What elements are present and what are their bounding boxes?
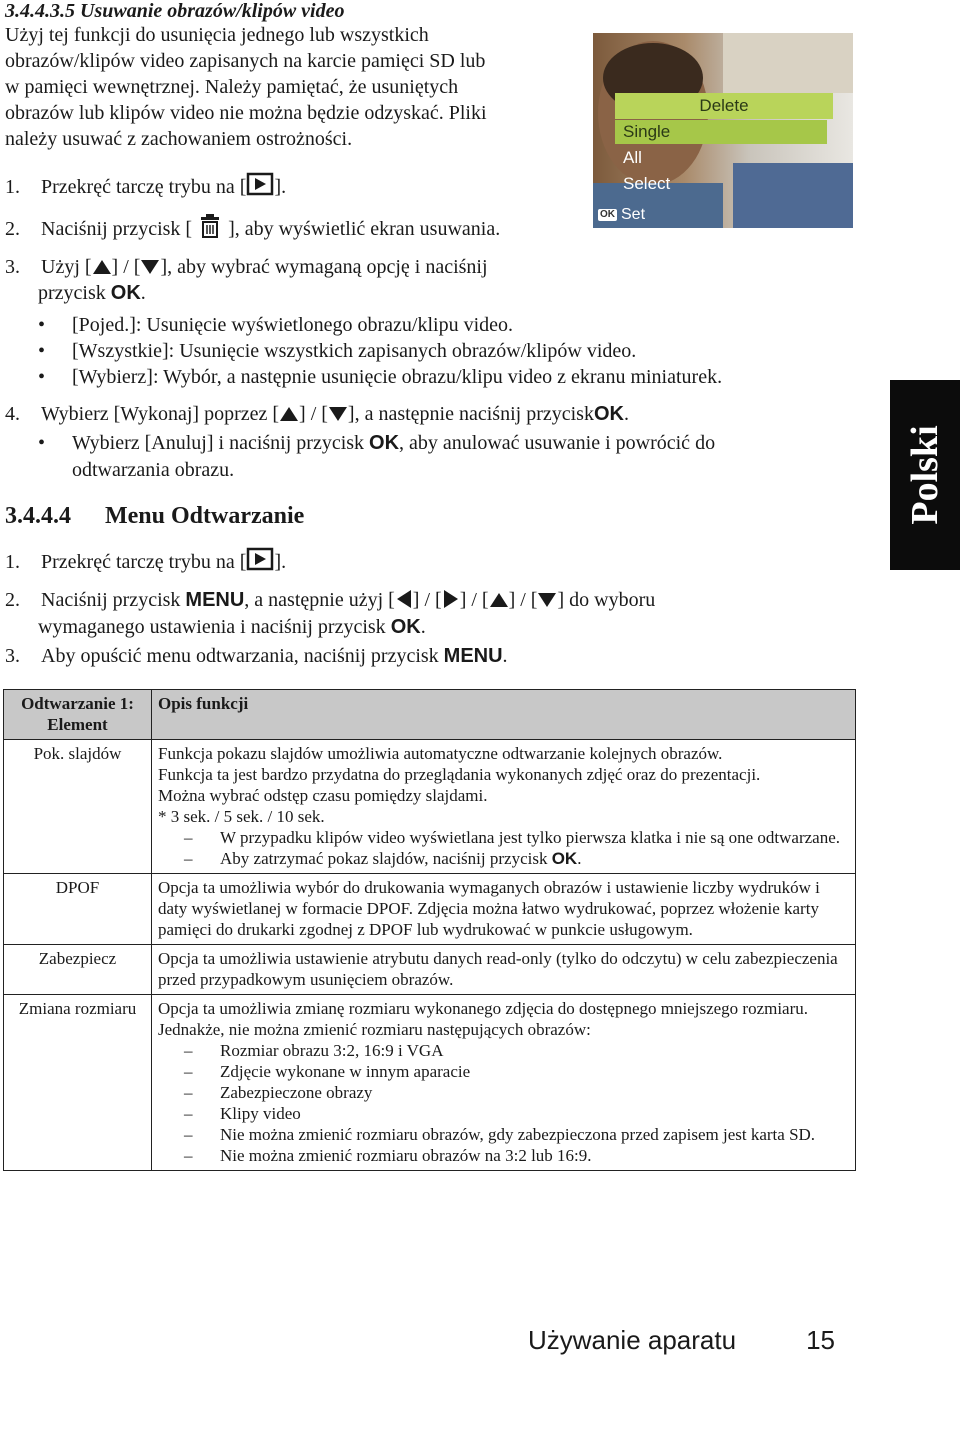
dash-text: Zabezpieczone obrazy [220,1083,373,1102]
page-number: 15 [806,1325,835,1355]
ok-key-label: OK [593,403,624,425]
heading-number: 3.4.4.4 [5,503,71,529]
row-element: Zmiana rozmiaru [4,995,152,1171]
step-text: Przekręć tarczę trybu na [ [41,551,247,573]
step-1 [5,547,286,575]
heading-text: Menu Odtwarzanie [105,503,305,529]
row-element: Zabezpiecz [4,945,152,995]
step-text: przycisk [38,282,111,304]
step-text: Przekręć tarczę trybu na [ [41,176,247,198]
ok-key-label: OK [110,282,141,304]
delete-menu [615,93,833,205]
bullet-text: [Wszystkie]: Usunięcie wszystkich zapisanych obrazów/klipów video. [72,340,637,362]
dash-icon: – [184,849,193,868]
column-header-description: Opis funkcji [152,690,856,740]
step-text: Naciśnij przycisk [41,589,186,611]
step-2 [5,587,655,613]
table-row [4,945,856,995]
step-2 [5,214,500,242]
camera-delete-screen [593,33,853,228]
step-text: ], aby wyświetlić ekran usuwania. [228,218,501,240]
bullet-item [38,338,637,364]
set-label: Set [621,206,646,223]
up-arrow-icon [92,258,112,276]
step-3 [5,643,508,669]
step-text: Naciśnij przycisk [ [41,218,193,240]
step-text: , a następnie użyj [ [244,589,395,611]
dash-text: Rozmiar obrazu 3:2, 16:9 i VGA [220,1041,444,1060]
page-footer [528,1327,835,1353]
up-arrow-icon [279,405,299,423]
dash-text: Zdjęcie wykonane w innym aparacie [220,1062,471,1081]
up-arrow-icon [489,591,509,609]
bullet-item [38,364,723,390]
section-heading [5,0,344,24]
menu-option-single[interactable]: Single [615,120,827,144]
step-text: . [502,645,508,667]
intro-line: obrazów/klipów video zapisanych na karcie pamięci SD lub [5,50,486,72]
step-text: Aby opuścić menu odtwarzania, naciśnij przycisk [41,645,444,667]
description-text: Opcja ta umożliwia zmianę rozmiaru wykonanego zdjęcia do dostępnego mniejszego rozmiaru. Jednakże, nie można zmienić rozmiaru następujących obrazów: [158,999,809,1039]
ok-key-label: OK [551,849,578,868]
step-number: 1. [5,551,20,573]
step-text: . [420,616,426,638]
menu-key-label: MENU [443,645,503,667]
intro-line: należy usuwać z zachowaniem ostrożności. [5,128,353,150]
step-2-continuation [38,614,426,640]
step-number: 4. [5,403,20,425]
intro-line: w pamięci wewnętrznej. Należy pamiętać, że usuniętych [5,76,459,98]
dash-icon: – [184,1062,193,1081]
step-text: Użyj [ [41,256,92,278]
step-text: Wybierz [Wykonaj] poprzez [ [41,403,280,425]
dash-icon: – [184,1146,193,1165]
down-arrow-icon [140,258,160,276]
table-header-row [4,690,856,740]
bullet-text: Wybierz [Anuluj] i naciśnij przycisk [72,432,370,454]
step-1 [5,172,286,200]
step-text: ]. [274,551,287,573]
bullet-text: , aby anulować usuwanie i powrócić do [399,432,716,454]
language-tab-label: Polski [904,425,946,525]
dash-icon: – [184,1104,193,1123]
step-text: ], a następnie naciśnij przycisk [347,403,594,425]
dash-item [158,827,849,848]
dash-icon: – [184,828,193,847]
dash-item [158,1103,849,1124]
step-text: ] / [ [459,589,489,611]
step-3-continuation [38,280,146,306]
row-description: Opcja ta umożliwia ustawienie atrybutu danych read-only (tylko do odczytu) w celu zabezpieczenia przed przypadkowym usunięciem obrazów. [152,945,856,995]
dash-item [158,848,849,869]
intro-line: Użyj tej funkcji do usunięcia jednego lub wszystkich [5,24,429,46]
ok-button-icon: OK [600,209,615,220]
language-tab [890,380,960,570]
step-text: . [140,282,146,304]
playback-menu-table [3,689,856,1171]
step-text: . [623,403,629,425]
section-heading [5,503,304,529]
ok-key-label: OK [369,432,400,454]
header-line: Odtwarzanie 1: [21,694,134,713]
dash-icon: – [184,1083,193,1102]
description-line: * 3 sek. / 5 sek. / 10 sek. [158,807,325,826]
dash-icon: – [184,1125,193,1144]
menu-option-all[interactable]: All [623,148,642,167]
bullet-text: [Wybierz]: Wybór, a następnie usunięcie obrazu/klipu video z ekranu miniaturek. [72,366,723,388]
trash-icon [192,214,228,238]
footer-title: Używanie aparatu [527,1325,737,1355]
step-text: ] do wyboru [557,589,656,611]
description-line: Funkcja ta jest bardzo przydatna do przeglądania wykonanych zdjęć oraz do prezentacji. [158,765,761,784]
bullet-icon: • [38,340,46,362]
menu-key-label: MENU [185,589,245,611]
intro-line: obrazów lub klipów video nie można będzie odzyskać. Pliki [5,102,487,124]
dash-text: W przypadku klipów video wyświetlana jest tylko pierwsza klatka i nie są one odtwarzane. [220,828,841,847]
header-line: Element [47,715,108,734]
ok-key-label: OK [390,616,421,638]
step-text: ] / [ [412,589,442,611]
row-element: DPOF [4,874,152,945]
step-number: 1. [5,176,20,198]
bullet-item [38,430,716,456]
left-arrow-icon [395,589,413,609]
dash-text: Klipy video [220,1104,301,1123]
step-3 [5,254,488,280]
dash-text: . [577,849,582,868]
dash-item [158,1040,849,1061]
step-text: ]. [274,176,287,198]
dash-item [158,1124,849,1145]
row-element: Pok. slajdów [4,740,152,874]
dash-text: Aby zatrzymać pokaz slajdów, naciśnij przycisk [220,849,552,868]
bullet-text: [Pojed.]: Usunięcie wyświetlonego obrazu/klipu video. [72,314,514,336]
menu-title: Delete [615,93,833,119]
menu-option-select[interactable]: Select [623,174,671,193]
bullet-continuation: odtwarzania obrazu. [72,459,235,481]
step-number: 2. [5,589,20,611]
down-arrow-icon [537,591,557,609]
step-number: 3. [5,256,20,278]
bullet-item [38,312,514,338]
step-number: 3. [5,645,20,667]
step-text: ] / [ [508,589,538,611]
bullet-icon: • [38,432,46,454]
dash-text: Nie można zmienić rozmiaru obrazów, gdy zabezpieczona przed zapisem jest karta SD. [220,1125,816,1144]
playback-mode-icon [246,172,274,196]
down-arrow-icon [328,405,348,423]
step-number: 2. [5,218,20,240]
step-text: ] / [ [299,403,328,425]
table-row [4,740,856,874]
description-line: Funkcja pokazu slajdów umożliwia automatyczne odtwarzanie kolejnych obrazów. [158,744,723,763]
bullet-icon: • [38,366,46,388]
step-4 [5,401,629,427]
table-row [4,874,856,945]
column-header-element [4,690,152,740]
step-text: ] / [ [111,256,141,278]
table-row [4,995,856,1171]
dash-item [158,1061,849,1082]
dash-text: Nie można zmienić rozmiaru obrazów na 3:2 lub 16:9. [220,1146,592,1165]
step-text: ], aby wybrać wymaganą opcję i naciśnij [160,256,488,278]
row-description: Opcja ta umożliwia wybór do drukowania wymaganych obrazów i ustawienie liczby wydruków i daty wyświetlanej w formacie DPOF. Zdjęcia można łatwo wydrukować, poprzez włożenie karty pamięci do drukarki zgodnej z DPOF lub wydrukować w punkcie usługowym. [152,874,856,945]
dash-item [158,1145,849,1166]
playback-mode-icon [246,547,274,571]
dash-icon: – [184,1041,193,1060]
bullet-icon: • [38,314,46,336]
heading-text: 3.4.4.3.5 Usuwanie obrazów/klipów video [5,0,345,22]
row-description [152,995,856,1171]
dash-item [158,1082,849,1103]
right-arrow-icon [442,589,460,609]
row-description [152,740,856,874]
set-hint [598,205,645,225]
step-text: wymaganego ustawienia i naciśnij przycisk [38,616,391,638]
description-line: Można wybrać odstęp czasu pomiędzy slajdami. [158,786,488,805]
